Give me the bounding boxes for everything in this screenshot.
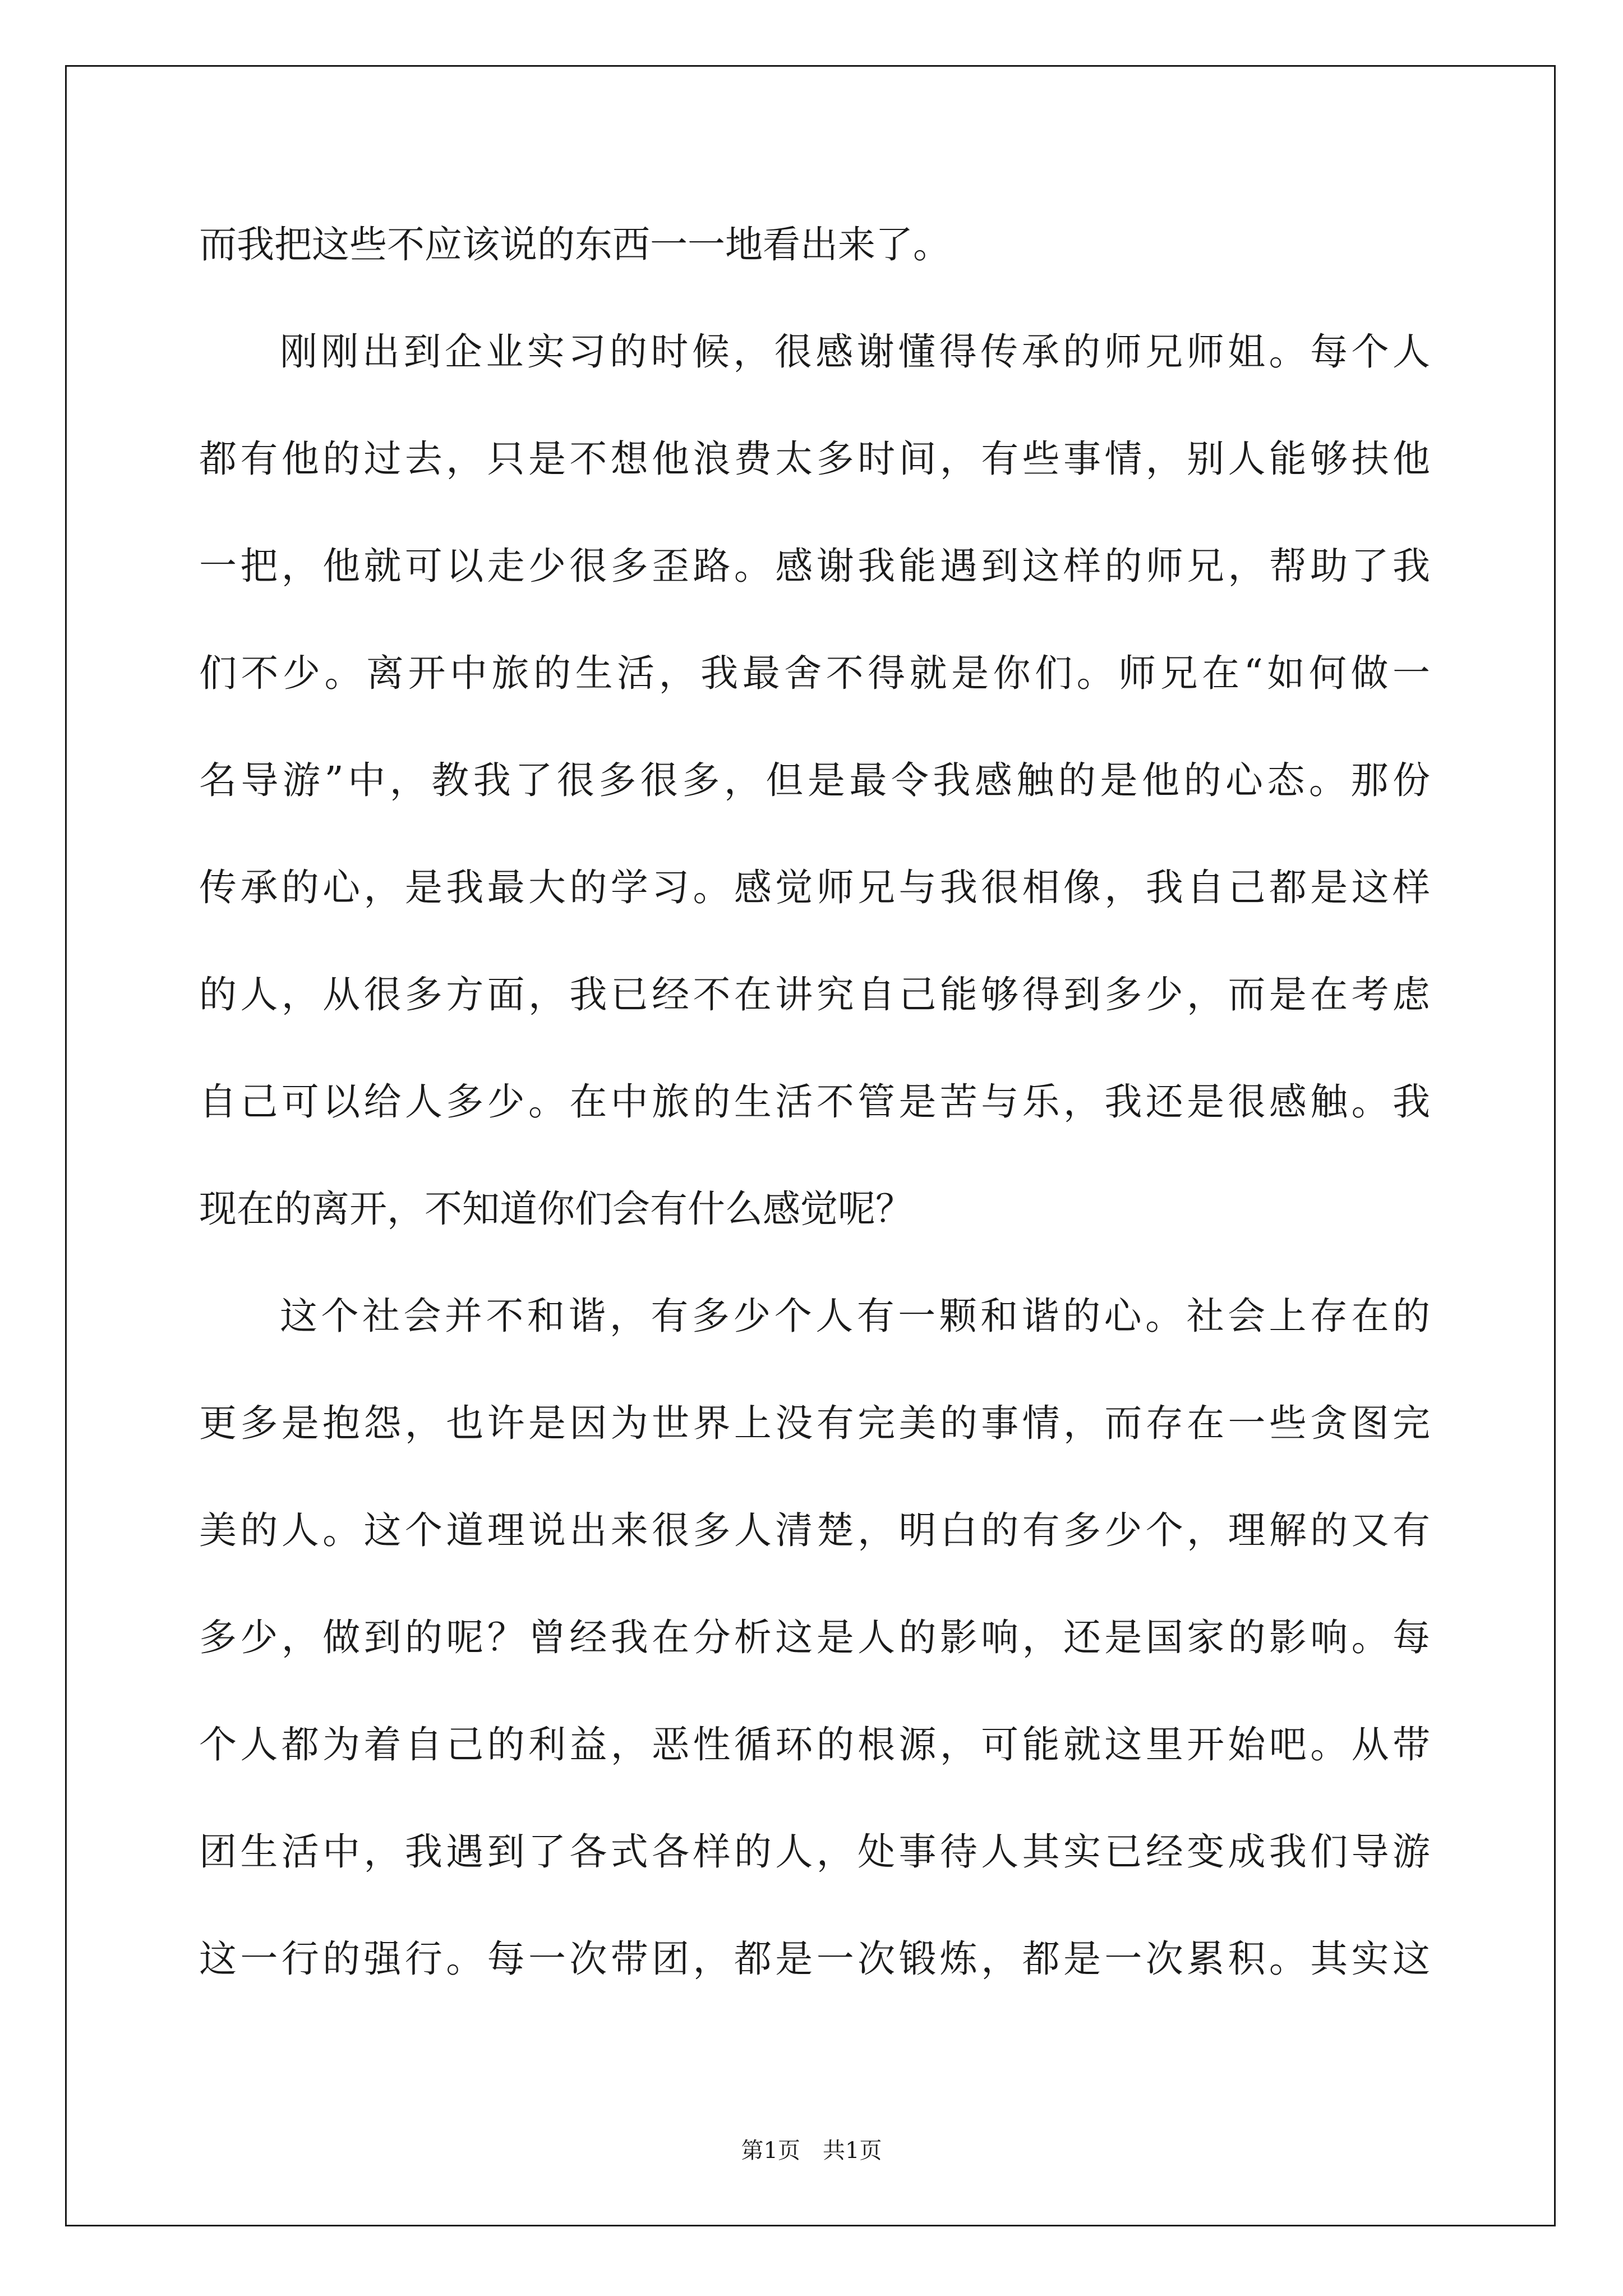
text-line: 团生活中，我遇到了各式各样的人，处事待人其实已经变成我们导游: [199, 1830, 1430, 1874]
text-line: 名导游”中，教我了很多很多，但是最令我感触的是他的心态。那份: [199, 758, 1430, 802]
text-line: 多少，做到的呢？曾经我在分析这是人的影响，还是国家的影响。每: [199, 1616, 1430, 1659]
document-body: [199, 209, 1430, 2030]
text-line: 而我把这些不应该说的东西一一地看出来了。: [199, 223, 951, 266]
text-line: 传承的心，是我最大的学习。感觉师兄与我很相像，我自己都是这样: [199, 866, 1430, 909]
text-line: 现在的离开，不知道你们会有什么感觉呢？: [199, 1187, 913, 1231]
text-line: 们不少。离开中旅的生活，我最舍不得就是你们。师兄在“如何做一: [199, 651, 1430, 695]
text-line: 美的人。这个道理说出来很多人清楚，明白的有多少个，理解的又有: [199, 1508, 1430, 1552]
text-line: 个人都为着自己的利益，恶性循环的根源，可能就这里开始吧。从带: [199, 1723, 1430, 1766]
text-line: 更多是抱怨，也许是因为世界上没有完美的事情，而存在一些贪图完: [199, 1401, 1430, 1445]
text-line: 自己可以给人多少。在中旅的生活不管是苦与乐，我还是很感触。我: [199, 1080, 1430, 1124]
text-line: 都有他的过去，只是不想他浪费太多时间，有些事情，别人能够扶他: [199, 437, 1430, 481]
text-line: 这一行的强行。每一次带团，都是一次锻炼，都是一次累积。其实这: [199, 1937, 1430, 1981]
text-line: 刚刚出到企业实习的时候，很感谢懂得传承的师兄师姐。每个人: [280, 330, 1430, 374]
text-line: 的人，从很多方面，我已经不在讲究自己能够得到多少，而是在考虑: [199, 973, 1430, 1016]
text-line: 一把，他就可以走少很多歪路。感谢我能遇到这样的师兄，帮助了我: [199, 544, 1430, 588]
text-line: 这个社会并不和谐，有多少个人有一颗和谐的心。社会上存在的: [280, 1294, 1430, 1338]
page-footer: 第1页 共1页: [741, 2138, 882, 2164]
